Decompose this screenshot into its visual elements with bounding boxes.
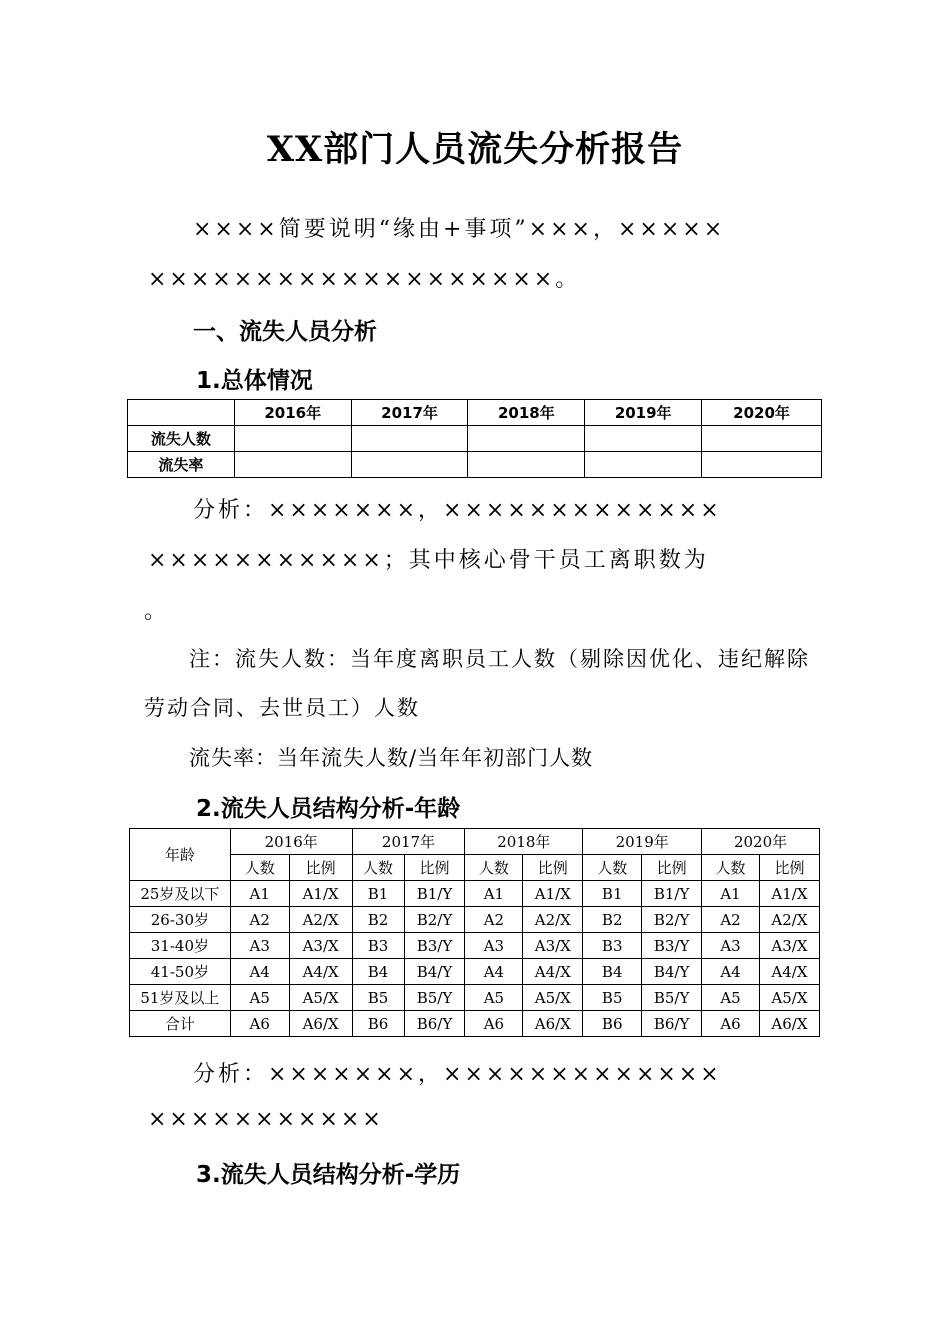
subheader-ratio: 比例 (523, 855, 583, 881)
table-cell: A4 (465, 959, 523, 985)
table-cell: B2/Y (642, 907, 702, 933)
table-cell: A5 (230, 985, 289, 1011)
table-cell: B1/Y (404, 881, 465, 907)
table-cell: B6 (352, 1011, 404, 1037)
table-cell (351, 452, 468, 478)
subheader-count: 人数 (352, 855, 404, 881)
row-label: 合计 (130, 1011, 231, 1037)
subheader-count: 人数 (230, 855, 289, 881)
subheader-ratio: 比例 (642, 855, 702, 881)
intro-line-1: ××××简要说明“缘由+事项”×××，××××× (193, 217, 726, 242)
table-cell: B4/Y (404, 959, 465, 985)
overall-table (127, 399, 822, 478)
table-cell: A5/X (523, 985, 583, 1011)
table-cell: B1 (583, 881, 642, 907)
note-line-2: 劳动合同、去世员工）人数 (144, 696, 420, 720)
table-corner (128, 400, 235, 426)
table-cell: B5 (583, 985, 642, 1011)
table-cell: A6 (465, 1011, 523, 1037)
table-cell: B1 (352, 881, 404, 907)
table-cell: A5/X (759, 985, 819, 1011)
row-label: 51岁及以上 (130, 985, 231, 1011)
row-label: 31-40岁 (130, 933, 231, 959)
year-header: 2016年 (230, 829, 352, 855)
analysis-1-line-3: 。 (144, 599, 170, 624)
table-row (128, 426, 822, 452)
table-cell: A1/X (759, 881, 819, 907)
year-header: 2018年 (468, 400, 585, 426)
age-table-body (130, 881, 820, 1037)
row-label: 41-50岁 (130, 959, 231, 985)
subheader-count: 人数 (465, 855, 523, 881)
table-cell: B4/Y (642, 959, 702, 985)
table-header-row (128, 400, 822, 426)
note-line-1: 注：流失人数：当年度离职员工人数（剔除因优化、违纪解除 (189, 647, 810, 671)
subheader-count: 人数 (702, 855, 760, 881)
year-header: 2017年 (351, 400, 468, 426)
table-cell: B3/Y (642, 933, 702, 959)
table-cell: A2 (702, 907, 760, 933)
subheader-ratio: 比例 (759, 855, 819, 881)
table-cell: A3 (702, 933, 760, 959)
table-cell: A5 (702, 985, 760, 1011)
table-cell: A6 (702, 1011, 760, 1037)
table-cell: A6/X (289, 1011, 352, 1037)
subheader-ratio: 比例 (289, 855, 352, 881)
table-cell: A1/X (289, 881, 352, 907)
table-cell: A4 (230, 959, 289, 985)
table-cell (234, 426, 351, 452)
age-table (129, 828, 820, 1037)
table-cell: A3/X (289, 933, 352, 959)
table-cell: A6/X (523, 1011, 583, 1037)
table-cell: A3/X (759, 933, 819, 959)
table-cell: B1/Y (642, 881, 702, 907)
table-row (130, 985, 820, 1011)
table-cell: A1 (702, 881, 760, 907)
analysis-2-line-1: 分析：×××××××，××××××××××××× (193, 1062, 722, 1087)
table-cell: A2/X (523, 907, 583, 933)
table-cell: B4 (352, 959, 404, 985)
table-cell: A6/X (759, 1011, 819, 1037)
table-cell: A1 (465, 881, 523, 907)
table-cell: B5/Y (404, 985, 465, 1011)
table-cell: A2 (465, 907, 523, 933)
analysis-1-line-2: ×××××××××××；其中核心骨干员工离职数为 (148, 548, 709, 573)
table-cell (585, 452, 702, 478)
table-cell (702, 452, 822, 478)
subheader-count: 人数 (583, 855, 642, 881)
table-cell (468, 452, 585, 478)
section-heading-1: 一、流失人员分析 (193, 319, 377, 345)
year-header: 2016年 (234, 400, 351, 426)
report-title: XX部门人员流失分析报告 (266, 129, 684, 170)
table-cell: B4 (583, 959, 642, 985)
table-cell: A1/X (523, 881, 583, 907)
year-header: 2020年 (702, 829, 820, 855)
table-cell: A1 (230, 881, 289, 907)
subheader-ratio: 比例 (404, 855, 465, 881)
table-cell: A2/X (759, 907, 819, 933)
table-cell (702, 426, 822, 452)
table-cell: A3 (465, 933, 523, 959)
table-cell: B5 (352, 985, 404, 1011)
table-cell (585, 426, 702, 452)
table-cell: A3 (230, 933, 289, 959)
table-cell: A2 (230, 907, 289, 933)
subheading-overall: 1.总体情况 (196, 368, 313, 394)
subheading-education: 3.流失人员结构分析-学历 (196, 1162, 461, 1188)
table-row (130, 1011, 820, 1037)
year-header: 2017年 (352, 829, 465, 855)
table-row (130, 881, 820, 907)
table-cell: B2/Y (404, 907, 465, 933)
subheading-age: 2.流失人员结构分析-年龄 (196, 796, 461, 822)
table-row (130, 933, 820, 959)
table-corner: 年龄 (130, 829, 231, 881)
year-header: 2019年 (585, 400, 702, 426)
table-cell (234, 452, 351, 478)
year-header: 2018年 (465, 829, 583, 855)
year-header: 2020年 (702, 400, 822, 426)
table-cell: A5/X (289, 985, 352, 1011)
row-label: 25岁及以下 (130, 881, 231, 907)
table-cell: B6/Y (642, 1011, 702, 1037)
table-cell: A5 (465, 985, 523, 1011)
table-cell: A4/X (289, 959, 352, 985)
row-label: 26-30岁 (130, 907, 231, 933)
table-subheader-row (130, 855, 820, 881)
intro-line-2: ×××××××××××××××××××。 (148, 267, 581, 292)
table-cell: B3 (352, 933, 404, 959)
table-cell: B2 (352, 907, 404, 933)
table-cell: A4/X (759, 959, 819, 985)
table-cell: A6 (230, 1011, 289, 1037)
table-row (128, 452, 822, 478)
table-cell: A3/X (523, 933, 583, 959)
table-cell: A4 (702, 959, 760, 985)
table-cell: B3 (583, 933, 642, 959)
note-line-3: 流失率：当年流失人数/当年年初部门人数 (189, 746, 594, 770)
table-cell: B6 (583, 1011, 642, 1037)
table-cell: A2/X (289, 907, 352, 933)
row-label: 流失率 (128, 452, 235, 478)
table-cell (351, 426, 468, 452)
analysis-2-line-2: ××××××××××× (148, 1107, 384, 1132)
row-label: 流失人数 (128, 426, 235, 452)
year-header: 2019年 (583, 829, 702, 855)
table-cell: B3/Y (404, 933, 465, 959)
table-cell: B2 (583, 907, 642, 933)
table-cell: B5/Y (642, 985, 702, 1011)
table-header-row (130, 829, 820, 855)
table-row (130, 907, 820, 933)
table-cell: B6/Y (404, 1011, 465, 1037)
table-cell (468, 426, 585, 452)
table-row (130, 959, 820, 985)
analysis-1-line-1: 分析：×××××××，××××××××××××× (193, 498, 722, 523)
table-cell: A4/X (523, 959, 583, 985)
